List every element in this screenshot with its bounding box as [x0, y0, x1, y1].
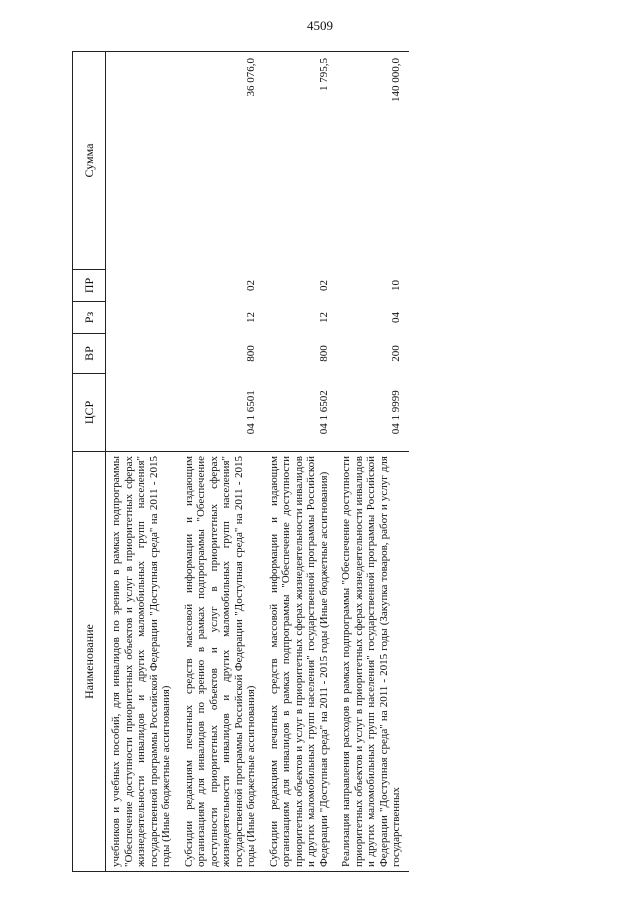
row-vr: 800	[245, 345, 257, 362]
row-name: Реализация направления расходов в рамках подпрограммы "Обеспечение доступности приоритетных объектов и услуг в приоритетных сферах жизнедеятельности инвалидов и других маломобильных групп населения" государственной программы Российской Федерации "Доступная среда" на 2011 - 2015 годы (Закупка товаров, работ и услуг для государственных	[336, 452, 409, 872]
row-sum: 36 076,0	[179, 52, 264, 270]
row-sum: 1 795,5	[264, 52, 337, 270]
table-row	[336, 52, 409, 872]
row-pr: 10	[390, 280, 402, 291]
row-rz	[106, 302, 179, 334]
table-header-row	[73, 52, 106, 872]
row-vr: 200	[390, 345, 402, 362]
header-rz: Рз	[73, 302, 106, 334]
row-pr	[106, 270, 179, 302]
row-vr	[106, 334, 179, 374]
row-csr: 04 1 6501	[245, 390, 257, 435]
row-csr: 04 1 9999	[390, 390, 402, 435]
row-name: Субсидии редакциям печатных средств массовой информации и издающим организациям для инвалидов по зрению в рамках подпрограммы "Обеспечение доступности приоритетных объектов и услуг в приоритетных сферах жизнедеятельности инвалидов и других маломобильных групп населения" государственной программы Российской Федерации "Доступная среда" на 2011 - 2015 годы (Иные бюджетные ассигнования)	[179, 452, 264, 872]
row-vr: 800	[317, 345, 330, 362]
row-rz: 12	[317, 312, 330, 323]
row-rz: 12	[245, 312, 257, 323]
row-rz: 04	[390, 312, 402, 323]
rotated-table-stage	[72, 52, 604, 872]
row-sum	[106, 52, 179, 270]
row-pr: 02	[245, 280, 257, 291]
row-sum: 140 000,0	[336, 52, 409, 270]
page-number: 4509	[307, 18, 333, 33]
header-pr: ПР	[73, 270, 106, 302]
row-name: учебников и учебных пособий, для инвалидов по зрению в рамках подпрограммы "Обеспечение доступности приоритетных объектов и услуг в приоритетных сферах жизнедеятельности инвалидов и других маломобильных групп населения" государственной программы Российской Федерации "Доступная среда" на 2011 - 2015 годы (Иные бюджетные ассигнования)	[106, 452, 179, 872]
budget-table	[72, 51, 409, 872]
row-name: Субсидии редакциям печатных средств массовой информации и издающим организациям для инвалидов в рамках подпрограммы "Обеспечение доступности приоритетных объектов и услуг в приоритетных сферах жизнедеятельности инвалидов и других маломобильных групп населения" государственной программы Российской Федерации "Доступная среда" на 2011 - 2015 годы (Иные бюджетные ассигнования)	[264, 452, 337, 872]
table-row	[264, 52, 337, 872]
table-row	[179, 52, 264, 872]
row-csr: 04 1 6502	[317, 390, 330, 435]
header-vr: ВР	[73, 334, 106, 374]
header-name: Наименование	[73, 452, 106, 872]
header-sum: Сумма	[73, 52, 106, 270]
row-csr	[106, 374, 179, 452]
table-row	[106, 52, 179, 872]
row-pr: 02	[317, 280, 330, 291]
header-csr: ЦСР	[73, 374, 106, 452]
